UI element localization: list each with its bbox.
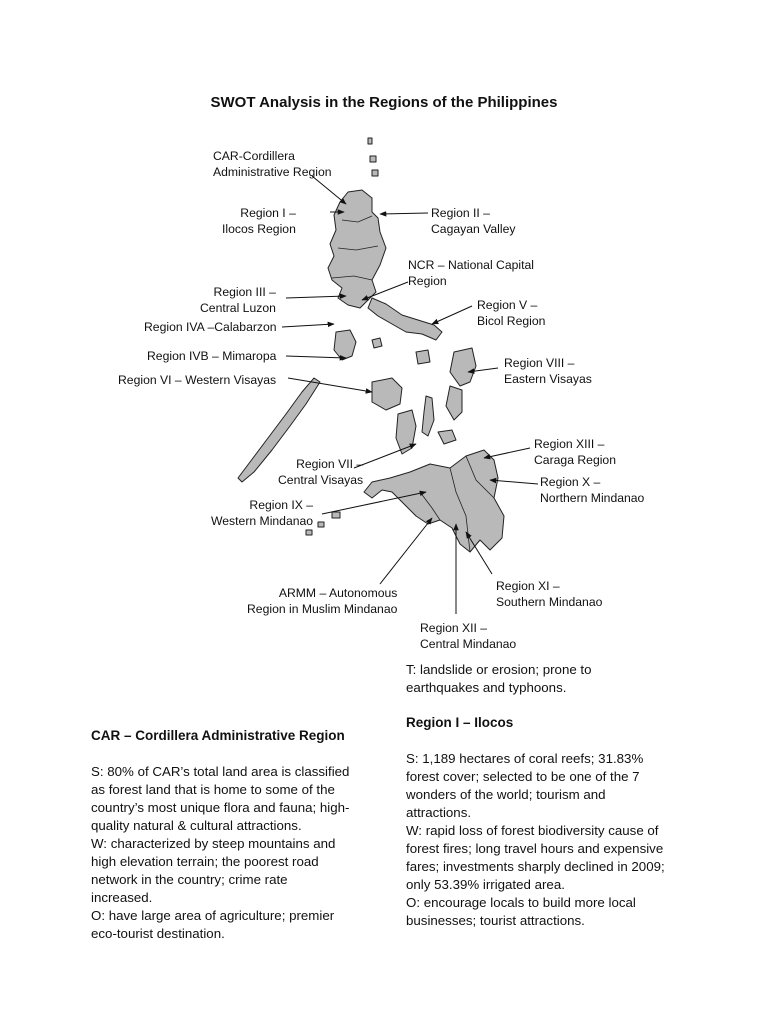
label-region-9: Region IX – Western Mindanao bbox=[211, 498, 314, 528]
label-region-13: Region XIII – Caraga Region bbox=[534, 437, 616, 467]
label-region-12: Region XII – Central Mindanao bbox=[420, 621, 517, 651]
car-swot-section: CAR – Cordillera Administrative Region S: 80% of CAR’s total land area is classified as forest land that is home to some of the country’s most unique flora and fauna; high- quality natural & cultural attractions. W: characterized by steep mountains and high elevation terrain; the poorest road network in the country; crime rate increased. O: have large area of agriculture; premier eco-tourist destination. bbox=[91, 727, 391, 943]
region-1-heading: Region I – Ilocos bbox=[406, 715, 514, 730]
samar-island bbox=[450, 348, 476, 386]
label-region-4b: Region IVB – Mimaropa bbox=[147, 349, 277, 363]
cebu-island bbox=[422, 396, 434, 436]
label-region-7: Region VII – Central Visayas bbox=[278, 457, 364, 487]
label-region-5: Region V – Bicol Region bbox=[477, 298, 546, 328]
philippines-region-map bbox=[110, 120, 655, 660]
car-heading: CAR – Cordillera Administrative Region bbox=[91, 728, 345, 743]
label-region-3: Region III – Central Luzon bbox=[200, 285, 276, 315]
label-region-6: Region VI – Western Visayas bbox=[118, 373, 277, 387]
panay-island bbox=[372, 378, 402, 410]
leyte-island bbox=[446, 386, 462, 420]
label-region-4a: Region IVA –Calabarzon bbox=[144, 320, 277, 334]
label-region-8: Region VIII – Eastern Visayas bbox=[504, 356, 592, 386]
mindoro-island bbox=[334, 330, 356, 360]
label-ncr: NCR – National Capital Region bbox=[408, 258, 534, 288]
page-title: SWOT Analysis in the Regions of the Philippines bbox=[210, 94, 558, 111]
label-car: CAR-Cordillera Administrative Region bbox=[213, 149, 332, 179]
label-region-11: Region XI – Southern Mindanao bbox=[496, 579, 603, 609]
region-1-threats: T: landslide or erosion; prone to earthquakes and typhoons. bbox=[406, 662, 592, 695]
label-region-2: Region II – Cagayan Valley bbox=[431, 206, 516, 236]
bicol-peninsula bbox=[368, 298, 442, 340]
label-region-10: Region X – Northern Mindanao bbox=[540, 475, 645, 505]
label-region-1: Region I – Ilocos Region bbox=[222, 206, 296, 236]
luzon-island bbox=[328, 190, 386, 308]
label-armm: ARMM – Autonomous Region in Muslim Mindanao bbox=[247, 586, 398, 616]
region-1-swot-section: Region I – Ilocos S: 1,189 hectares of coral reefs; 31.83% forest cover; selected to be one of the 7 wonders of the world; tourism and attractions. W: rapid loss of forest biodiversity cause of forest fires; long travel hours and expensive fares; investments sharply declined in 2009; only 53.39% irrigated area. O: encourage locals to build more local businesses; tourist attractions. bbox=[406, 714, 706, 930]
